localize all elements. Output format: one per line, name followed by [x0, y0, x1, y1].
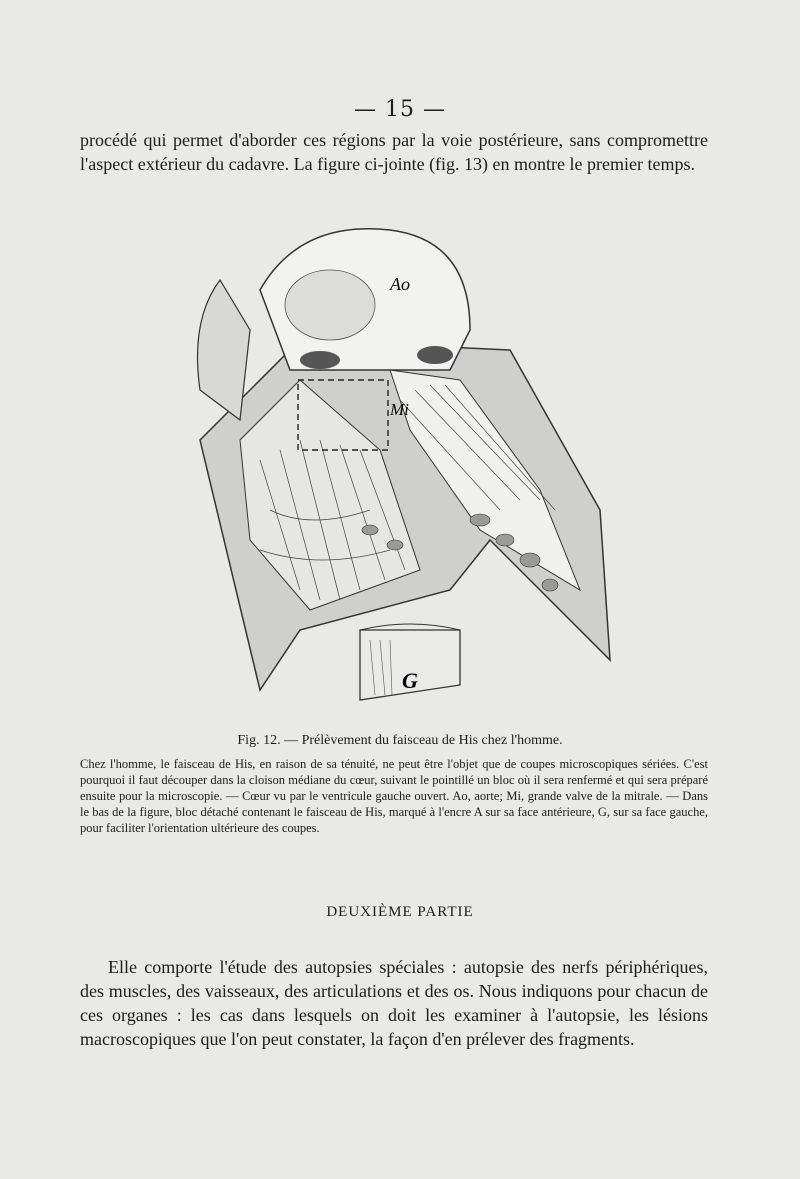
section-heading: DEUXIÈME PARTIE — [326, 904, 474, 920]
label-aorta: Ao — [390, 274, 410, 294]
label-block-g: G — [402, 668, 418, 693]
figure-caption-body: Chez l'homme, le faisceau de His, en raison de sa ténuité, ne peut être l'objet que de coupes microscopiques sériées. C'est pourquoi il faut découper dans la cloison médiane du cœur, suivant le pointillé un bloc où il sera renfermé et qui sera préparé ensuite pour la microscopie. — Cœur vu par le ventricule gauche ouvert. Ao, aorte; Mi, grande valve de la mitrale. — Dans le bas de la figure, bloc détaché contenant le faisceau de His, marqué à l'encre A sur sa face antérieure, G, sur sa face gauche, pour faciliter l'orientation ultérieure des coupes. — [80, 757, 708, 835]
coronary-ostium-left — [300, 351, 340, 369]
label-mitral: Mi — [390, 400, 409, 419]
intro-paragraph: procédé qui permet d'aborder ces régions par la voie postérieure, sans compromettre l'aspect extérieur du cadavre. La figure ci-jointe (fig. 13) en montre le premier temps. — [80, 130, 708, 174]
figure-caption-title: Fig. 12. — Prélèvement du faisceau de His chez l'homme. — [237, 733, 563, 748]
section-paragraph: Elle comporte l'étude des autopsies spéciales : autopsie des nerfs périphériques, des muscles, des vaisseaux, des articulations et des os. Nous indiquons pour chacun de ces organes : les cas dans lesquels on doit les examiner à l'autopsie, les lésions macroscopiques que l'on peut constater, la façon d'en prélever des fragments. — [80, 957, 708, 1049]
heart-illustration — [180, 210, 620, 710]
heart-drawing — [180, 210, 620, 710]
coronary-ostium-right — [417, 346, 453, 364]
appendage-shape — [198, 280, 251, 420]
page-number: — 15 — — [354, 97, 446, 122]
